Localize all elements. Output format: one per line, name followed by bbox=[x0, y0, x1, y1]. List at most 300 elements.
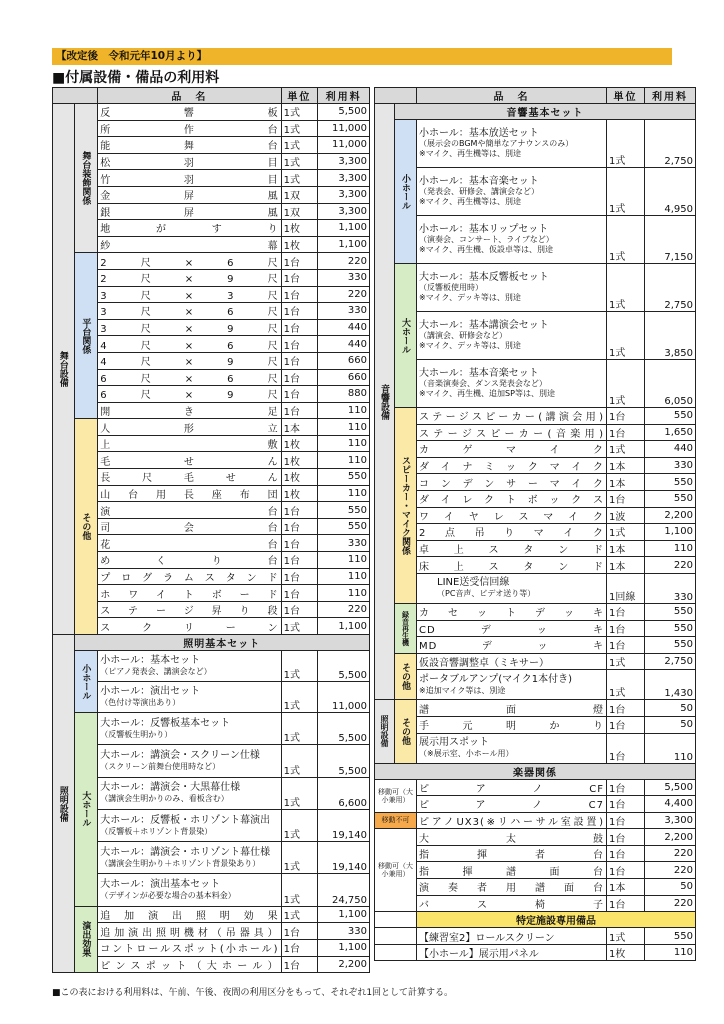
item-note: ※マイク、デッキ等は、別途 bbox=[419, 293, 521, 302]
item-note: ※マイク、再生機、追加SP等は、別途 bbox=[419, 389, 555, 398]
item-name bbox=[417, 670, 607, 700]
table-row bbox=[53, 170, 370, 187]
item-fee: 220 bbox=[645, 845, 696, 862]
item-unit: 1式 bbox=[281, 777, 318, 809]
item-name: 能 舞 台 bbox=[98, 137, 281, 154]
revision-banner: 【改定後 令和元年10月より】 bbox=[52, 48, 672, 65]
item-title: 大ホール：演出基本セット bbox=[100, 879, 221, 891]
table-row bbox=[375, 812, 696, 829]
item-unit: 1式 bbox=[281, 104, 318, 121]
item-name: ワイヤレスマイク bbox=[417, 507, 607, 524]
table-row bbox=[53, 203, 370, 220]
item-fee: 220 bbox=[645, 895, 696, 912]
item-fee: 2,200 bbox=[645, 829, 696, 846]
item-unit: 1式 bbox=[281, 809, 318, 841]
item-name bbox=[417, 573, 607, 603]
item-name: 指 揮 譜 面 台 bbox=[417, 862, 607, 879]
item-fee: 1,100 bbox=[318, 906, 370, 923]
item-fee: 110 bbox=[318, 552, 370, 569]
item-name: 4 尺 × 9 尺 bbox=[98, 352, 281, 369]
subcategory: 大ホール bbox=[395, 264, 417, 408]
table-row bbox=[375, 524, 696, 541]
item-name: 仮設音響調整卓（ミキサー） bbox=[417, 653, 607, 670]
item-name: 【小ホール】展示用パネル bbox=[417, 944, 607, 961]
item-name: 所 作 台 bbox=[98, 120, 281, 137]
item-name: コンデンサーマイク bbox=[417, 474, 607, 491]
item-unit: 1式 bbox=[607, 441, 645, 458]
item-name: カ ゲ マ イ ク bbox=[417, 441, 607, 458]
immovable-tag: 移動不可 bbox=[375, 812, 417, 829]
item-note: ※マイク、再生機、仮設卓等は、別途 bbox=[419, 245, 554, 254]
table-row bbox=[53, 518, 370, 535]
item-fee: 3,300 bbox=[318, 203, 370, 220]
item-name: 長 尺 毛 せ ん bbox=[98, 469, 281, 486]
item-unit: 1枚 bbox=[281, 452, 318, 469]
item-unit: 1式 bbox=[281, 745, 318, 777]
table-row bbox=[375, 779, 696, 796]
item-name bbox=[98, 777, 281, 809]
item-fee: 550 bbox=[645, 474, 696, 491]
item-fee: 2,750 bbox=[645, 264, 696, 312]
subcategory: 小ホール bbox=[74, 651, 98, 713]
item-note: ※追加マイク等は、別途 bbox=[419, 685, 506, 695]
item-unit: 1台 bbox=[607, 490, 645, 507]
item-unit: 1台 bbox=[281, 923, 318, 940]
table-row bbox=[53, 253, 370, 270]
table-row bbox=[375, 490, 696, 507]
item-fee: 19,140 bbox=[318, 809, 370, 841]
item-fee: 1,430 bbox=[645, 670, 696, 700]
item-detail: （反響板生明かり） bbox=[100, 729, 173, 739]
item-title: 大ホール：反響板・ホリゾント幕演出 bbox=[100, 814, 271, 826]
table-row bbox=[53, 651, 370, 682]
table-row bbox=[375, 716, 696, 733]
item-fee: 3,300 bbox=[318, 153, 370, 170]
item-fee: 5,500 bbox=[318, 651, 370, 682]
item-name bbox=[98, 682, 281, 713]
table-row bbox=[375, 670, 696, 700]
item-fee: 19,140 bbox=[318, 842, 370, 874]
item-unit: 1台 bbox=[281, 568, 318, 585]
item-unit: 1台 bbox=[607, 779, 645, 796]
spacer-header bbox=[375, 88, 417, 104]
item-name: 花 台 bbox=[98, 535, 281, 552]
table-row bbox=[53, 502, 370, 519]
subcategory: 平台関係 bbox=[74, 253, 98, 419]
table-row bbox=[53, 713, 370, 745]
item-unit: 1式 bbox=[281, 137, 318, 154]
table-row bbox=[53, 452, 370, 469]
table-row bbox=[375, 168, 696, 216]
item-fee: 220 bbox=[645, 557, 696, 574]
item-unit: 1式 bbox=[607, 928, 645, 945]
table-row bbox=[375, 700, 696, 717]
table-row bbox=[53, 682, 370, 713]
item-unit: 1式 bbox=[607, 264, 645, 312]
item-unit: 1本 bbox=[607, 474, 645, 491]
table-row bbox=[53, 809, 370, 841]
section-header: 音響基本セット bbox=[395, 104, 696, 120]
item-unit: 1台 bbox=[281, 601, 318, 618]
spacer-cell bbox=[375, 912, 417, 928]
item-fee: 550 bbox=[318, 518, 370, 535]
item-name: 2 尺 × 9 尺 bbox=[98, 269, 281, 286]
item-name: ステージスピーカー(講演会用) bbox=[417, 408, 607, 425]
item-unit: 1式 bbox=[281, 874, 318, 906]
item-fee: 440 bbox=[318, 336, 370, 353]
item-fee: 11,000 bbox=[318, 120, 370, 137]
table-row bbox=[375, 474, 696, 491]
table-row bbox=[53, 153, 370, 170]
name-header: 品 名 bbox=[98, 88, 281, 104]
item-name: 指 揮 者 台 bbox=[417, 845, 607, 862]
item-fee: 330 bbox=[318, 303, 370, 320]
item-fee: 2,200 bbox=[318, 956, 370, 973]
item-fee: 110 bbox=[645, 540, 696, 557]
table-row bbox=[53, 186, 370, 203]
item-name: 6 尺 × 9 尺 bbox=[98, 386, 281, 403]
item-name: 演 台 bbox=[98, 502, 281, 519]
table-row bbox=[375, 216, 696, 264]
item-fee: 3,850 bbox=[645, 312, 696, 360]
table-row bbox=[375, 895, 696, 912]
table-row bbox=[53, 336, 370, 353]
table-row bbox=[375, 408, 696, 425]
item-name: 譜 面 燈 bbox=[417, 700, 607, 717]
item-name: 竹 羽 目 bbox=[98, 170, 281, 187]
table-row bbox=[53, 568, 370, 585]
item-fee: 7,150 bbox=[645, 216, 696, 264]
item-unit: 1台 bbox=[281, 956, 318, 973]
table-row bbox=[53, 906, 370, 923]
item-name: カ セ ッ ト デ ッ キ bbox=[417, 603, 607, 620]
item-name: ステージスピーカー(音楽用) bbox=[417, 424, 607, 441]
item-unit: 1台 bbox=[281, 939, 318, 956]
section-header: 特定施設専用備品 bbox=[417, 912, 696, 928]
subcategory: 録音再生機 bbox=[395, 603, 417, 653]
table-row bbox=[53, 552, 370, 569]
item-fee: 110 bbox=[318, 419, 370, 436]
table-row bbox=[53, 435, 370, 452]
item-fee: 220 bbox=[318, 286, 370, 303]
table-row bbox=[375, 796, 696, 813]
item-fee: 110 bbox=[645, 733, 696, 763]
item-name: ステージ昇り段 bbox=[98, 601, 281, 618]
table-row bbox=[375, 441, 696, 458]
table-row bbox=[53, 269, 370, 286]
item-fee: 220 bbox=[318, 601, 370, 618]
item-fee: 550 bbox=[645, 928, 696, 945]
table-row bbox=[53, 303, 370, 320]
item-name: 3 尺 × 6 尺 bbox=[98, 303, 281, 320]
item-fee: 330 bbox=[645, 573, 696, 603]
item-fee: 6,050 bbox=[645, 360, 696, 408]
item-fee: 550 bbox=[645, 637, 696, 654]
movable-tag: 移動可（大小兼用） bbox=[375, 829, 417, 912]
item-detail: （ピアノ発表会、講演会など） bbox=[100, 667, 212, 676]
table-row bbox=[375, 603, 696, 620]
table-row bbox=[375, 120, 696, 168]
item-name: バ ス 椅 子 bbox=[417, 895, 607, 912]
item-name: 金 屏 風 bbox=[98, 186, 281, 203]
item-unit: 1式 bbox=[281, 651, 318, 682]
item-title: 小ホール：基本音楽セット bbox=[419, 176, 539, 187]
item-unit: 1台 bbox=[607, 603, 645, 620]
item-unit: 1台 bbox=[607, 862, 645, 879]
table-row bbox=[53, 745, 370, 777]
item-name bbox=[98, 745, 281, 777]
table-row bbox=[375, 653, 696, 670]
item-detail: （色付け等演出あり） bbox=[100, 698, 181, 707]
unit-header: 単位 bbox=[607, 88, 645, 104]
item-name bbox=[417, 216, 607, 264]
item-fee: 1,100 bbox=[318, 618, 370, 635]
fee-header: 利用料 bbox=[318, 88, 370, 104]
table-row bbox=[375, 540, 696, 557]
item-unit: 1台 bbox=[607, 700, 645, 717]
item-fee: 11,000 bbox=[318, 137, 370, 154]
item-fee: 5,500 bbox=[318, 713, 370, 745]
item-name bbox=[417, 733, 607, 763]
item-note: ※マイク、再生機等は、別途 bbox=[419, 197, 522, 206]
table-row bbox=[53, 874, 370, 906]
item-unit: 1式 bbox=[281, 713, 318, 745]
item-name: 3 尺 × 9 尺 bbox=[98, 319, 281, 336]
item-unit: 1台 bbox=[281, 369, 318, 386]
subcategory: その他 bbox=[395, 700, 417, 763]
table-row bbox=[53, 923, 370, 940]
item-unit: 1台 bbox=[281, 253, 318, 270]
item-name: 手 元 明 か り bbox=[417, 716, 607, 733]
item-fee: 50 bbox=[645, 700, 696, 717]
item-unit: 1台 bbox=[607, 845, 645, 862]
item-name: 開 き 足 bbox=[98, 402, 281, 419]
item-fee: 660 bbox=[318, 352, 370, 369]
item-name: ス ク リ ー ン bbox=[98, 618, 281, 635]
item-unit: 1式 bbox=[281, 120, 318, 137]
subcategory: スピーカー・マイク関係 bbox=[395, 408, 417, 604]
item-title: 大ホール：講演会・スクリーン仕様 bbox=[100, 749, 260, 761]
item-title: 展示用スポット bbox=[419, 737, 489, 748]
subcategory: 大ホール bbox=[74, 713, 98, 907]
table-row bbox=[375, 928, 696, 945]
item-name: 2 尺 × 6 尺 bbox=[98, 253, 281, 270]
fee-header: 利用料 bbox=[645, 88, 696, 104]
item-unit: 1台 bbox=[281, 518, 318, 535]
table-row bbox=[375, 573, 696, 603]
item-fee: 2,750 bbox=[645, 120, 696, 168]
item-title: 大ホール：講演会・大黒幕仕様 bbox=[100, 782, 241, 794]
item-unit: 1式 bbox=[281, 906, 318, 923]
item-name bbox=[417, 168, 607, 216]
section-header: 照明基本セット bbox=[74, 635, 369, 651]
item-name bbox=[98, 842, 281, 874]
category-stage: 舞台設備 bbox=[53, 104, 75, 635]
page-title: ■付属設備・備品の利用料 bbox=[52, 70, 220, 86]
item-unit: 1式 bbox=[607, 670, 645, 700]
item-unit: 1枚 bbox=[281, 236, 318, 253]
table-row bbox=[53, 469, 370, 486]
item-name: 人 形 立 bbox=[98, 419, 281, 436]
item-detail: （展示会のBGMや簡単なアナウンスのみ） bbox=[419, 139, 574, 148]
item-fee: 1,650 bbox=[645, 424, 696, 441]
item-name bbox=[417, 264, 607, 312]
item-unit: 1式 bbox=[281, 170, 318, 187]
item-fee: 110 bbox=[645, 944, 696, 961]
item-detail: （反響板使用時） bbox=[419, 283, 483, 292]
item-fee: 330 bbox=[318, 923, 370, 940]
item-fee: 550 bbox=[645, 408, 696, 425]
item-name: 床 上 ス タ ン ド bbox=[417, 557, 607, 574]
item-fee: 1,100 bbox=[318, 939, 370, 956]
item-fee: 24,750 bbox=[318, 874, 370, 906]
table-row bbox=[53, 319, 370, 336]
item-name: 4 尺 × 6 尺 bbox=[98, 336, 281, 353]
item-fee: 110 bbox=[318, 402, 370, 419]
fee-tables bbox=[52, 87, 695, 972]
table-row bbox=[53, 419, 370, 436]
item-unit: 1台 bbox=[607, 796, 645, 813]
item-unit: 1台 bbox=[281, 386, 318, 403]
item-name: ピアノUX3(※リハーサル室設置) bbox=[417, 812, 607, 829]
item-name: 松 羽 目 bbox=[98, 153, 281, 170]
item-unit: 1台 bbox=[607, 424, 645, 441]
item-name: 追加演出照明機材（吊器具） bbox=[98, 923, 281, 940]
item-title: 小ホール：基本セット bbox=[100, 655, 201, 666]
table-row bbox=[53, 220, 370, 237]
item-fee: 5,500 bbox=[318, 745, 370, 777]
item-title: 小ホール：基本放送セット bbox=[419, 128, 539, 139]
item-name bbox=[98, 651, 281, 682]
item-detail: （発表会、研修会、講演会など） bbox=[419, 187, 539, 196]
item-fee: 550 bbox=[645, 620, 696, 637]
category-lighting: 照明設備 bbox=[375, 700, 395, 763]
table-row bbox=[375, 845, 696, 862]
category-lighting: 照明設備 bbox=[53, 635, 75, 973]
item-title: 大ホール：基本講演会セット bbox=[419, 320, 549, 331]
item-unit: 1台 bbox=[607, 408, 645, 425]
table-row bbox=[375, 264, 696, 312]
item-name: 毛 せ ん bbox=[98, 452, 281, 469]
item-fee: 2,200 bbox=[645, 507, 696, 524]
table-row bbox=[53, 386, 370, 403]
item-unit: 1台 bbox=[607, 829, 645, 846]
item-fee: 880 bbox=[318, 386, 370, 403]
item-fee: 110 bbox=[318, 435, 370, 452]
table-row bbox=[375, 829, 696, 846]
item-name bbox=[98, 809, 281, 841]
item-fee: 550 bbox=[318, 502, 370, 519]
item-fee: 4,950 bbox=[645, 168, 696, 216]
item-name: 司 会 台 bbox=[98, 518, 281, 535]
item-unit: 1台 bbox=[607, 637, 645, 654]
item-fee: 550 bbox=[645, 603, 696, 620]
item-fee: 110 bbox=[318, 485, 370, 502]
item-name: 3 尺 × 3 尺 bbox=[98, 286, 281, 303]
table-row bbox=[375, 312, 696, 360]
item-detail: （PC音声、ビデオ送り等） bbox=[437, 589, 536, 599]
item-name: 卓 上 ス タ ン ド bbox=[417, 540, 607, 557]
item-unit: 1枚 bbox=[281, 469, 318, 486]
item-fee: 3,300 bbox=[645, 812, 696, 829]
table-row bbox=[53, 777, 370, 809]
item-title: ポータブルアンプ(マイク1本付き) bbox=[419, 673, 572, 685]
table-row bbox=[53, 137, 370, 154]
item-fee: 11,000 bbox=[318, 682, 370, 713]
item-unit: 1枚 bbox=[281, 220, 318, 237]
item-fee: 5,500 bbox=[645, 779, 696, 796]
item-unit: 1式 bbox=[281, 153, 318, 170]
item-fee: 6,600 bbox=[318, 777, 370, 809]
item-unit: 1本 bbox=[607, 557, 645, 574]
item-unit: 1式 bbox=[607, 653, 645, 670]
item-title: LINE送受信回線 bbox=[437, 577, 510, 589]
table-row bbox=[53, 485, 370, 502]
table-row bbox=[53, 535, 370, 552]
item-name: 【練習室2】ロールスクリーン bbox=[417, 928, 607, 945]
table-row bbox=[375, 944, 696, 961]
item-unit: 1枚 bbox=[281, 435, 318, 452]
item-unit: 1台 bbox=[607, 812, 645, 829]
table-row bbox=[53, 236, 370, 253]
item-unit: 1双 bbox=[281, 203, 318, 220]
item-fee: 550 bbox=[645, 490, 696, 507]
table-row bbox=[53, 369, 370, 386]
table-row bbox=[53, 585, 370, 602]
item-unit: 1式 bbox=[607, 360, 645, 408]
subcategory: 小ホール bbox=[395, 120, 417, 264]
item-unit: 1台 bbox=[607, 895, 645, 912]
item-fee: 1,100 bbox=[318, 236, 370, 253]
item-fee: 50 bbox=[645, 716, 696, 733]
item-name bbox=[98, 874, 281, 906]
item-name: 反 響 板 bbox=[98, 104, 281, 121]
item-detail: （スクリーン前舞台使用時など） bbox=[100, 761, 221, 771]
item-name: め く り 台 bbox=[98, 552, 281, 569]
item-fee: 50 bbox=[645, 879, 696, 896]
item-unit: 1式 bbox=[281, 682, 318, 713]
item-name: ピンスポット（大ホール） bbox=[98, 956, 281, 973]
table-row bbox=[53, 618, 370, 635]
table-row bbox=[53, 956, 370, 973]
item-unit: 1式 bbox=[607, 524, 645, 541]
item-name: プログラムスタンド bbox=[98, 568, 281, 585]
item-name: ダイレクトボックス bbox=[417, 490, 607, 507]
section-header: 楽器関係 bbox=[375, 763, 696, 779]
item-detail: （講演会生明かりのみ、看板含む） bbox=[100, 794, 229, 804]
item-fee: 330 bbox=[318, 269, 370, 286]
item-fee: 220 bbox=[318, 253, 370, 270]
table-row bbox=[53, 286, 370, 303]
item-name bbox=[417, 312, 607, 360]
item-title: 大ホール：基本反響板セット bbox=[419, 272, 549, 283]
item-name: 大 太 鼓 bbox=[417, 829, 607, 846]
item-title: 小ホール：演出セット bbox=[100, 686, 201, 697]
item-unit: 1台 bbox=[281, 502, 318, 519]
item-unit: 1台 bbox=[281, 336, 318, 353]
table-row bbox=[375, 862, 696, 879]
item-detail: （デザインが必要な場合の基本料金） bbox=[100, 891, 236, 901]
item-unit: 1台 bbox=[281, 269, 318, 286]
item-unit: 1枚 bbox=[607, 944, 645, 961]
right-fee-table bbox=[374, 87, 696, 961]
table-row bbox=[375, 557, 696, 574]
item-fee: 4,400 bbox=[645, 796, 696, 813]
item-fee: 550 bbox=[318, 469, 370, 486]
left-fee-table bbox=[52, 87, 370, 973]
item-detail: （※展示室、小ホール用） bbox=[419, 749, 514, 758]
item-name bbox=[98, 713, 281, 745]
